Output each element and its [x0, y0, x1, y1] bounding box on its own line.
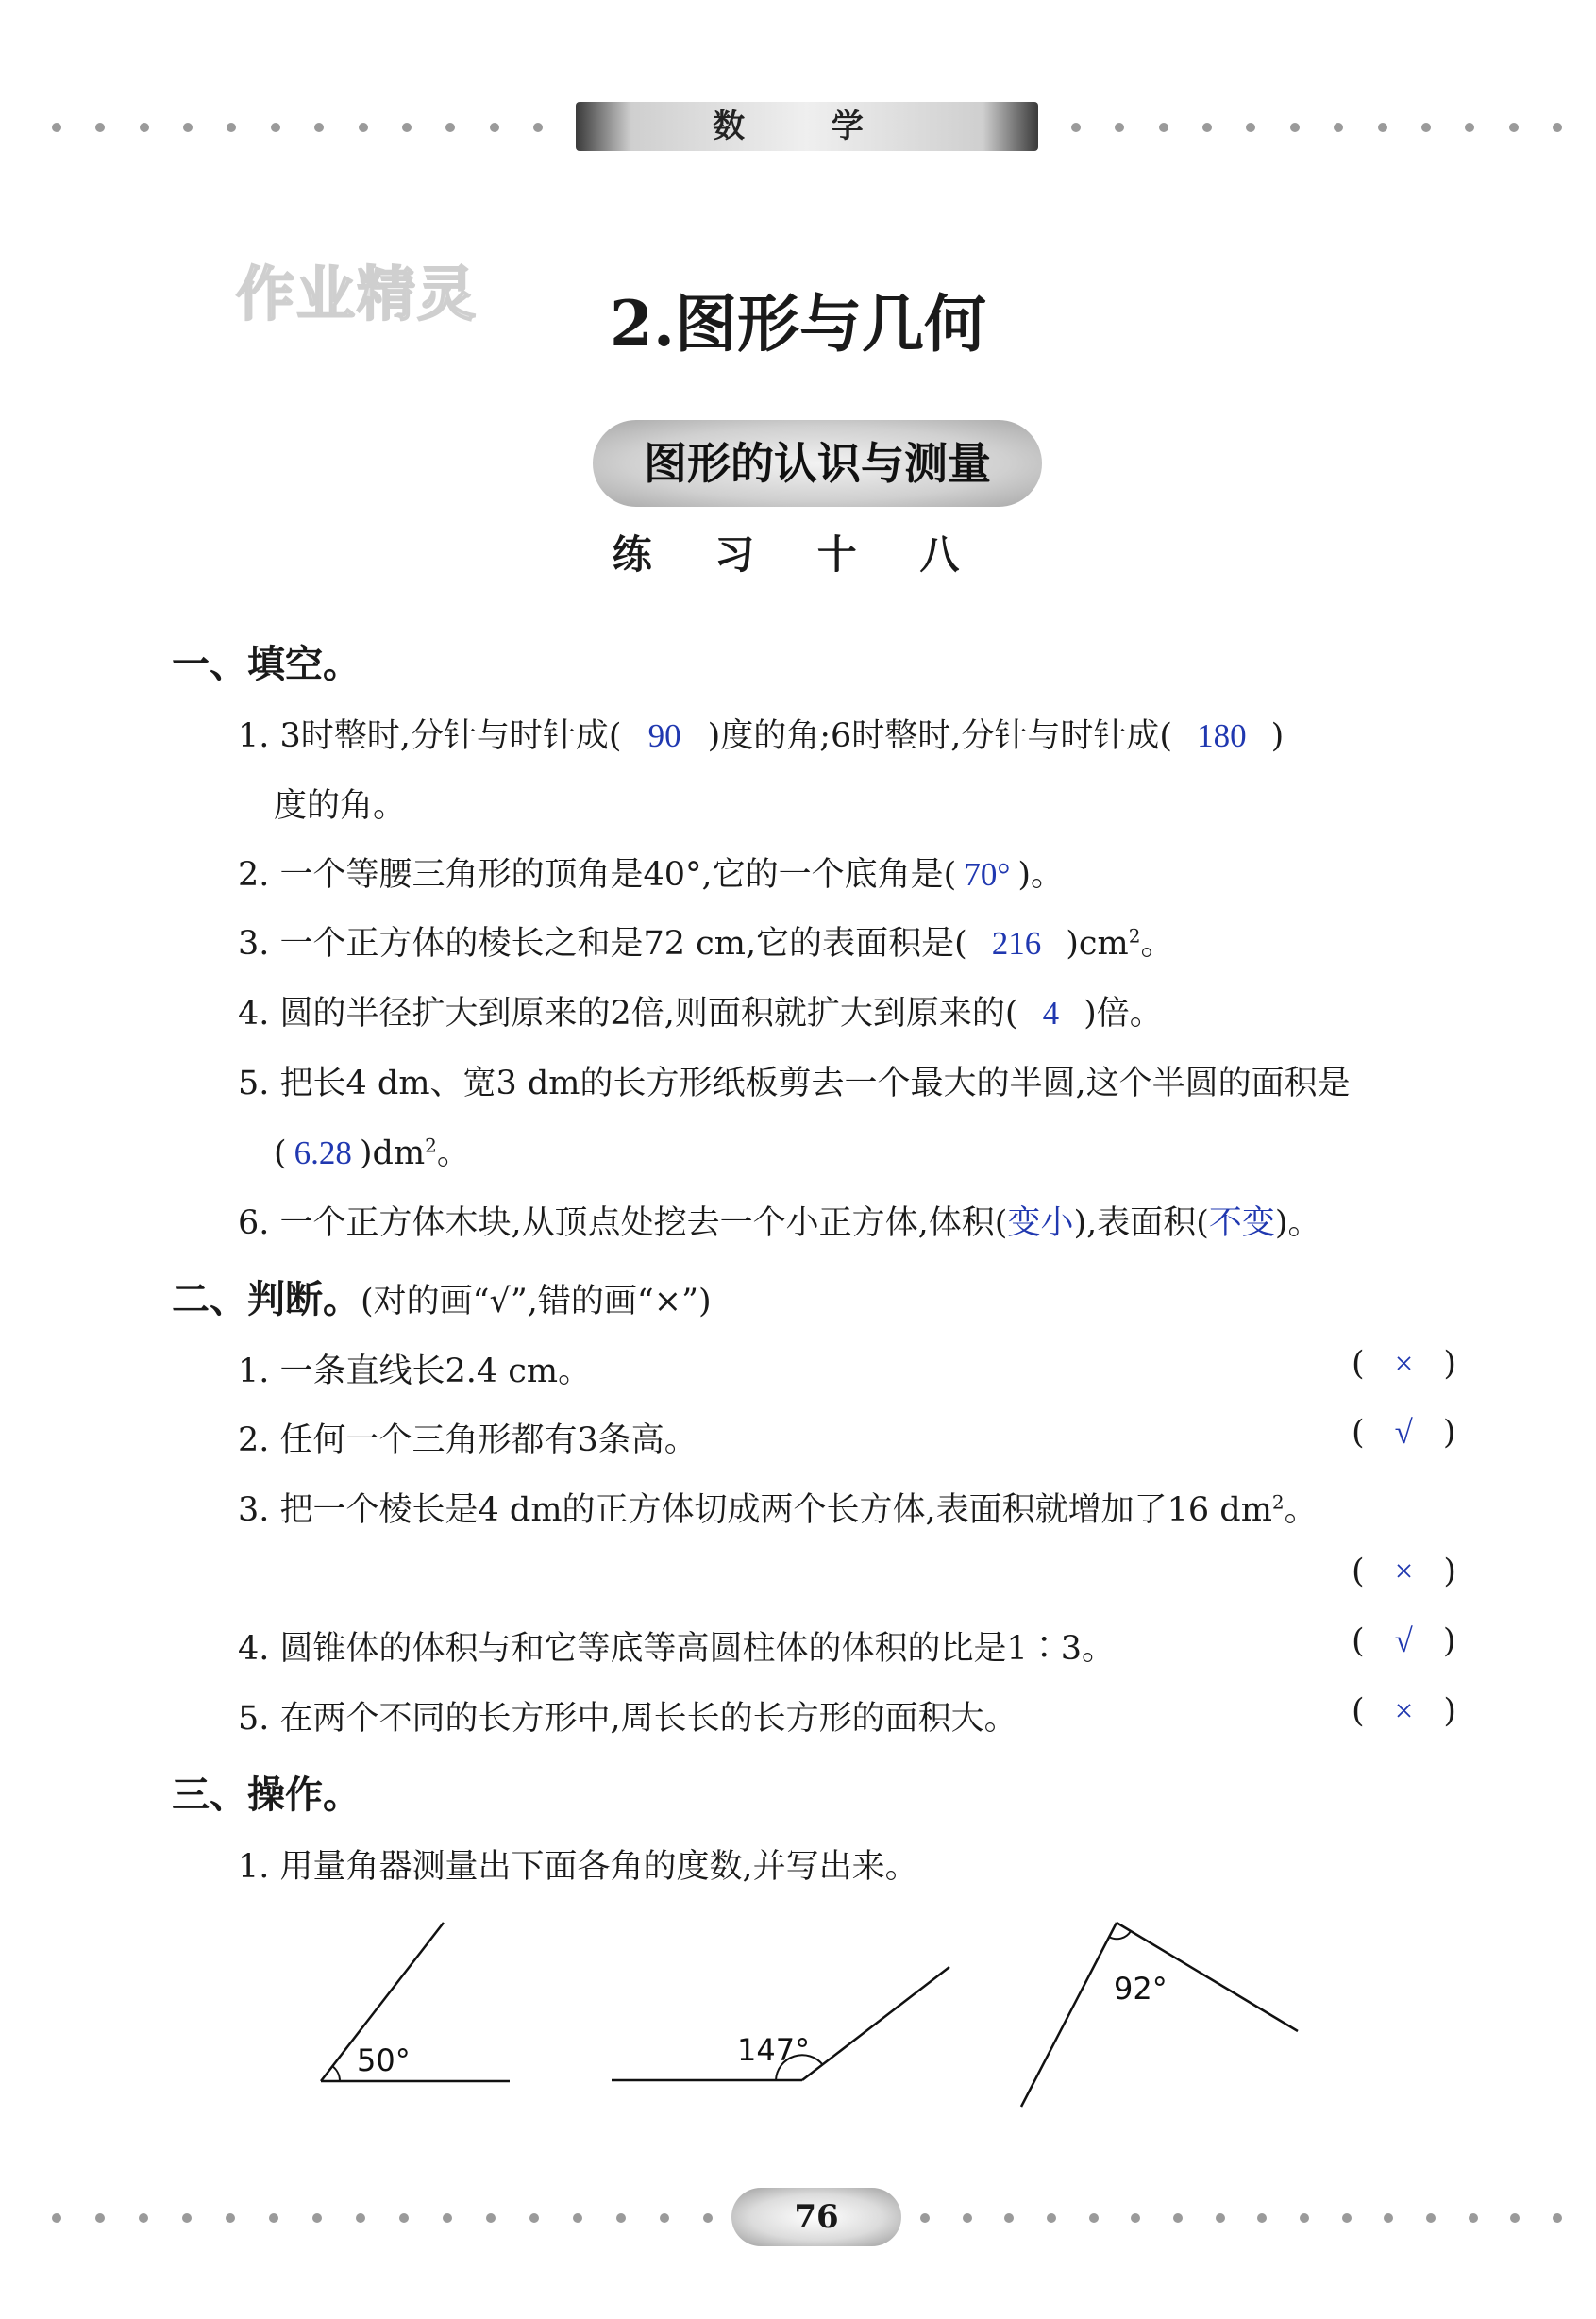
- fill-question-5-cont: ( 6.28 )$dm^2$。: [274, 1134, 470, 1172]
- page-number: 76: [794, 2198, 839, 2236]
- judge-item-4: 4. 圆锥体的体积与和它等底等高圆柱体的体积的比是1∶3。: [238, 1630, 1116, 1668]
- fill-question-5: 5. 把长4 dm、宽3 dm的长方形纸板剪去一个最大的半圆,这个半圆的面积是: [238, 1065, 1351, 1102]
- angle-label-147: 147°: [737, 2032, 811, 2068]
- part2-heading-line: [172, 1269, 712, 1323]
- judge-answer-1: ( × ): [1352, 1345, 1457, 1383]
- angle-figures: [0, 1888, 1596, 2133]
- part1-heading: 一、填空。: [172, 643, 361, 686]
- answer-becomes-smaller: 变小: [1007, 1204, 1074, 1241]
- answer-90: 90: [647, 717, 681, 754]
- fill-question-2: 2. 一个等腰三角形的顶角是40°,它的一个底角是( 70° )。: [238, 856, 1064, 894]
- angle-92: [1021, 1923, 1298, 2107]
- judge-answer-4: ( √ ): [1352, 1622, 1456, 1660]
- footer-dots-left: [52, 2212, 713, 2224]
- part2-heading: 二、判断。: [172, 1278, 361, 1321]
- part3-heading: 三、操作。: [172, 1773, 361, 1817]
- judge-answer-5: ( × ): [1352, 1692, 1457, 1730]
- judge-item-1: 1. 一条直线长2.4 cm。: [238, 1353, 592, 1390]
- header-dots-right: [1071, 122, 1562, 133]
- angle-50: [321, 1923, 510, 2081]
- chapter-title: 2.图形与几何: [610, 287, 986, 361]
- fill-question-1-cont: 度的角。: [274, 787, 407, 825]
- fill-question-1: 1. 3时整时,分针与时针成( 90 )度的角;6时整时,分针与时针成( 180 ): [238, 717, 1285, 755]
- answer-216: 216: [991, 925, 1042, 962]
- answer-70: 70°: [964, 856, 1011, 893]
- watermark-logo: 作业精灵: [236, 260, 479, 328]
- answer-6-28: 6.28: [294, 1134, 352, 1171]
- section-title: 图形的认识与测量: [644, 438, 991, 489]
- exercise-title: 练 习 十 八: [612, 531, 984, 578]
- angle-label-92: 92°: [1114, 1971, 1168, 2007]
- angle-label-50: 50°: [357, 2042, 411, 2078]
- fill-question-6: 6. 一个正方体木块,从顶点处挖去一个小正方体,体积(变小),表面积(不变)。: [238, 1204, 1321, 1242]
- judge-item-3: 3. 把一个棱长是4 dm的正方体切成两个长方体,表面积就增加了16 $dm^2$。: [238, 1490, 1318, 1529]
- part2-heading-note: (对的画“√”,错的画“×”): [361, 1283, 712, 1320]
- fill-question-3: 3. 一个正方体的棱长之和是72 cm,它的表面积是( 216 )$cm^2$。: [238, 924, 1174, 963]
- judge-item-2: 2. 任何一个三角形都有3条高。: [238, 1421, 697, 1459]
- footer-dots-right: [920, 2212, 1562, 2224]
- judge-item-5: 5. 在两个不同的长方形中,周长长的长方形的面积大。: [238, 1700, 1017, 1738]
- fill-question-4: 4. 圆的半径扩大到原来的2倍,则面积就扩大到原来的( 4 )倍。: [238, 995, 1163, 1033]
- answer-180: 180: [1197, 717, 1247, 754]
- judge-answer-2: ( √ ): [1352, 1414, 1456, 1452]
- header-dots-left: [52, 122, 543, 133]
- answer-4: 4: [1042, 995, 1060, 1032]
- operation-question-1: 1. 用量角器测量出下面各角的度数,并写出来。: [238, 1848, 918, 1886]
- judge-answer-3: ( × ): [1352, 1553, 1457, 1590]
- answer-unchanged: 不变: [1208, 1204, 1275, 1241]
- header-subject: 数 学: [713, 108, 901, 145]
